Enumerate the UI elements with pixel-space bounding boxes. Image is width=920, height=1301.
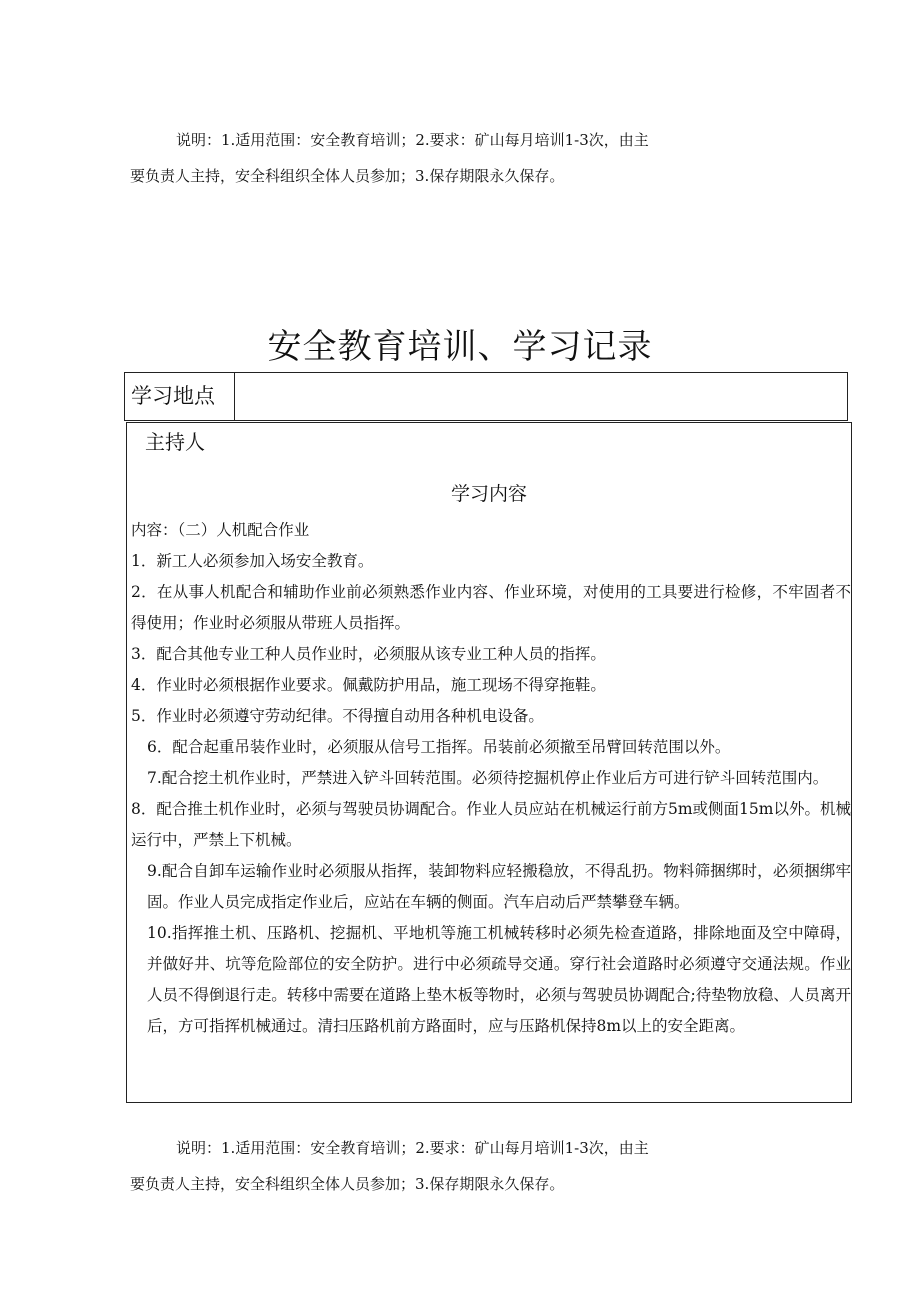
content-item-10: 10.指挥推土机、压路机、挖掘机、平地机等施工机械转移时必须先检查道路，排除地面及空中障碍，并做好井、坑等危险部位的安全防护。进行中必须疏导交通。穿行社会道路时必须遵守交通法规。作业人员不得倒退行走。转移中需要在道路上垫木板等物时，必须与驾驶员协调配合;待垫物放稳、人员离开后，方可指挥机械通过。清扫压路机前方路面时，应与压路机保持8m以上的安全距离。: [147, 924, 851, 1035]
note-bottom-line2: 要负责人主持，安全科组织全体人员参加；3.保存期限永久保存。: [130, 1175, 565, 1193]
content-item-6: 6．配合起重吊装作业时，必须服从信号工指挥。吊装前必须撤至吊臂回转范围以外。: [147, 738, 731, 756]
note-bottom-line1: 说明：1.适用范围：安全教育培训；2.要求：矿山每月培训1-3次，由主: [176, 1139, 649, 1157]
content-item-8: 8．配合推土机作业时，必须与驾驶员协调配合。作业人员应站在机械运行前方5m或侧面15m以外。机械运行中，严禁上下机械。: [131, 800, 851, 849]
page-title: 安全教育培训、学习记录: [267, 327, 653, 367]
location-label: 学习地点: [125, 373, 235, 420]
note-top-line1: 说明：1.适用范围：安全教育培训；2.要求：矿山每月培训1-3次，由主: [176, 131, 649, 149]
content-item-4: 4．作业时必须根据作业要求。佩戴防护用品，施工现场不得穿拖鞋。: [131, 676, 606, 694]
content-item-2: 2．在从事人机配合和辅助作业前必须熟悉作业内容、作业环境，对使用的工具要进行检修，不牢固者不得使用；作业时必须服从带班人员指挥。: [131, 583, 851, 632]
section-title: 学习内容: [450, 483, 527, 505]
content-item-5: 5．作业时必须遵守劳动纪律。不得擅自动用各种机电设备。: [131, 707, 544, 725]
note-bottom: [130, 1130, 770, 1202]
content-intro: 内容：（二）人机配合作业: [131, 521, 310, 539]
content-box: [126, 422, 852, 1103]
content-item-1: 1．新工人必须参加入场安全教育。: [131, 552, 374, 570]
location-value[interactable]: [236, 373, 847, 420]
content-item-3: 3．配合其他专业工种人员作业时，必须服从该专业工种人员的指挥。: [131, 645, 606, 663]
note-top: [130, 122, 770, 194]
content-item-9: 9.配合自卸车运输作业时必须服从指挥，装卸物料应轻搬稳放，不得乱扔。物料筛捆绑时，必须捆绑牢固。作业人员完成指定作业后，应站在车辆的侧面。汽车启动后严禁攀登车辆。: [147, 862, 851, 911]
content-item-7: 7.配合挖土机作业时，严禁进入铲斗回转范围。必须待挖掘机停止作业后方可进行铲斗回转范围内。: [147, 769, 829, 787]
location-row: [124, 372, 848, 421]
note-top-line2: 要负责人主持，安全科组织全体人员参加；3.保存期限永久保存。: [130, 167, 565, 185]
content-body: [131, 515, 851, 1042]
host-label: 主持人: [145, 430, 205, 454]
